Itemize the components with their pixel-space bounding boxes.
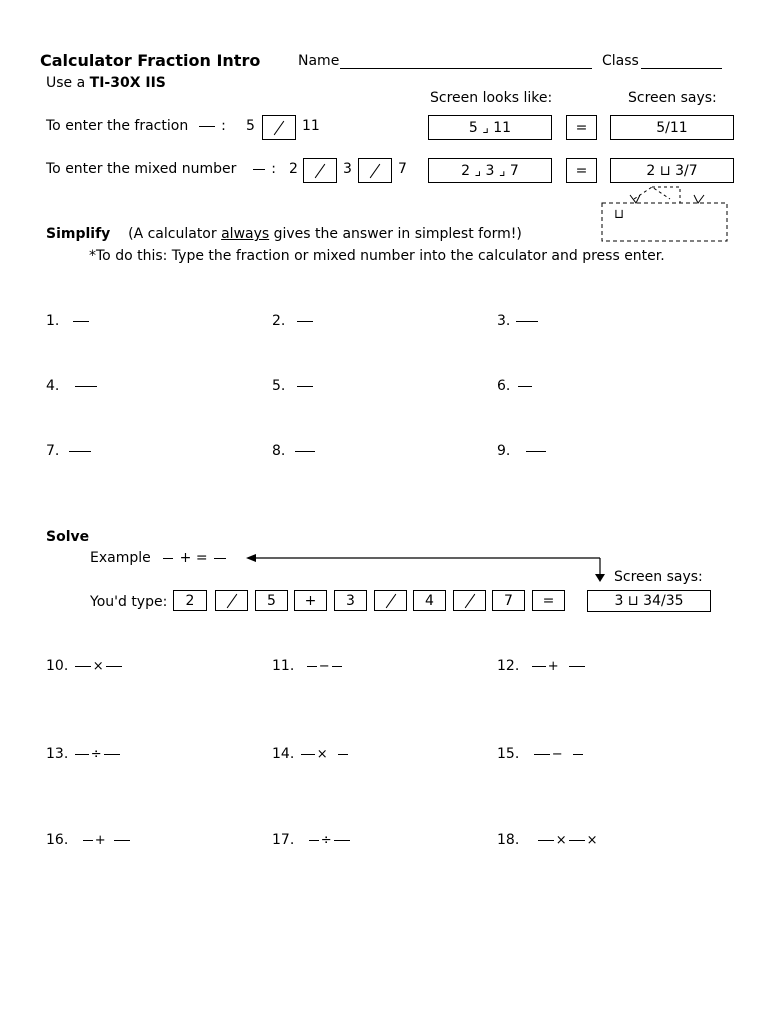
problem-2: 2. [272, 313, 315, 329]
colon: : [271, 161, 277, 177]
fraction-bar [538, 840, 554, 841]
slash-icon [370, 163, 381, 177]
problem-11: 11. − [272, 658, 344, 674]
mixed-key-3: 3 [343, 161, 352, 177]
fraction-bar [106, 666, 122, 667]
colon: : [221, 118, 226, 134]
mixed-key-7: 7 [398, 161, 407, 177]
problem-3: 3. [497, 313, 540, 329]
enter-fraction-text: To enter the fraction [46, 118, 189, 134]
fraction-bar [569, 840, 585, 841]
example-label: Example [90, 550, 151, 566]
screen-says-label: Screen says: [628, 90, 717, 106]
fraction-bar [309, 840, 319, 841]
screen-looks-like-label: Screen looks like: [430, 90, 553, 106]
key-ab/c-1 [215, 590, 248, 611]
fraction-bar [301, 754, 315, 755]
fraction-bar [104, 754, 120, 755]
enter-mixed-label [46, 161, 276, 177]
problem-15: 15. − [497, 746, 585, 762]
mixed-fraction-bar [253, 169, 265, 170]
screen-looks-fraction: 5 ⌟ 11 [428, 115, 552, 140]
key-2: 2 [173, 590, 207, 611]
enter-mixed-text: To enter the mixed number [46, 161, 237, 177]
fraction-bar [526, 451, 546, 452]
problem-17: 17. ÷ [272, 832, 352, 848]
problem-13: 13. ÷ [46, 746, 122, 762]
simplify-heading: Simplify [46, 226, 111, 242]
problem-18: 18. × × [497, 832, 598, 848]
name-label-text: Name [298, 53, 340, 69]
key-plus: + [294, 590, 327, 611]
simplify-note-2: gives the answer in simplest form!) [273, 226, 522, 242]
use-a-line [46, 75, 166, 91]
fraction-bar [297, 386, 313, 387]
fraction-bar [83, 840, 93, 841]
example-ops: + = [179, 550, 208, 566]
fraction-bar [214, 558, 226, 559]
page-title: Calculator Fraction Intro [40, 51, 261, 70]
fraction-key-11: 11 [302, 118, 320, 134]
mixed-key-ab/c-1 [303, 158, 337, 183]
fraction-bar [75, 754, 89, 755]
fraction-bar [75, 386, 97, 387]
fraction-bar [569, 666, 585, 667]
problem-8: 8. [272, 443, 317, 459]
calculator-model: TI-30X IIS [89, 75, 166, 91]
slash-icon [315, 163, 326, 177]
problem-9: 9. [497, 443, 548, 459]
solve-screen-says: Screen says: [614, 569, 703, 585]
simplify-note-always: always [221, 226, 270, 242]
fraction-key-5: 5 [246, 118, 255, 134]
mixed-key-ab/c-2 [358, 158, 392, 183]
slash-icon [464, 593, 475, 607]
slash-icon [226, 593, 237, 607]
class-label: Class [602, 53, 639, 69]
solve-heading: Solve [46, 529, 90, 545]
fraction-bar [332, 666, 342, 667]
problem-14: 14. × [272, 746, 350, 762]
youd-type-label: You'd type: [90, 594, 168, 610]
problem-6: 6. [497, 378, 534, 394]
fraction-bar [516, 321, 538, 322]
problem-12: 12. + [497, 658, 587, 674]
fraction-bar [518, 386, 532, 387]
fraction-bar [75, 666, 91, 667]
fraction-bar [297, 321, 313, 322]
fraction-bar [307, 666, 317, 667]
problem-1: 1. [46, 313, 91, 329]
simplify-note-1: (A calculator [128, 226, 217, 242]
fraction-bar [199, 126, 215, 127]
key-5: 5 [255, 590, 288, 611]
fraction-bar [532, 666, 546, 667]
name-field-line[interactable] [340, 68, 592, 69]
fraction-bar [163, 558, 173, 559]
fraction-bar [334, 840, 350, 841]
key-7: 7 [492, 590, 525, 611]
problem-5: 5. [272, 378, 315, 394]
fraction-bar [295, 451, 315, 452]
screen-looks-mixed: 2 ⌟ 3 ⌟ 7 [428, 158, 552, 183]
screen-says-mixed: 2 ⊔ 3/7 [610, 158, 734, 183]
key-ab/c-2 [374, 590, 407, 611]
fraction-bar [114, 840, 130, 841]
enter-fraction-label [46, 118, 226, 134]
simplify-line [46, 226, 522, 242]
simplify-instruction: *To do this: Type the fraction or mixed number into the calculator and press enter. [89, 248, 665, 264]
screen-says-fraction: 5/11 [610, 115, 734, 140]
key-3: 3 [334, 590, 367, 611]
problem-16: 16. + [46, 832, 132, 848]
fraction-bar [69, 451, 91, 452]
problem-7: 7. [46, 443, 93, 459]
equals-box-1: = [566, 115, 597, 140]
key-equals: = [532, 590, 565, 611]
fraction-key-ab/c [262, 115, 296, 140]
key-ab/c-3 [453, 590, 486, 611]
callout-symbol: ⊔ [614, 207, 625, 222]
fraction-bar [73, 321, 89, 322]
mixed-key-2: 2 [289, 161, 298, 177]
equals-box-2: = [566, 158, 597, 183]
solve-result-box: 3 ⊔ 34/35 [587, 590, 711, 612]
problem-4: 4. [46, 378, 99, 394]
problem-10: 10. × [46, 658, 124, 674]
fraction-bar [338, 754, 348, 755]
example-arrow [244, 552, 606, 584]
fraction-bar [573, 754, 583, 755]
slash-icon [385, 593, 396, 607]
key-4: 4 [413, 590, 446, 611]
fraction-bar [534, 754, 550, 755]
use-a-text: Use a [46, 75, 86, 91]
example-line [90, 550, 228, 566]
name-label [298, 53, 339, 69]
class-field-line[interactable] [641, 68, 722, 69]
slash-icon [274, 120, 285, 134]
